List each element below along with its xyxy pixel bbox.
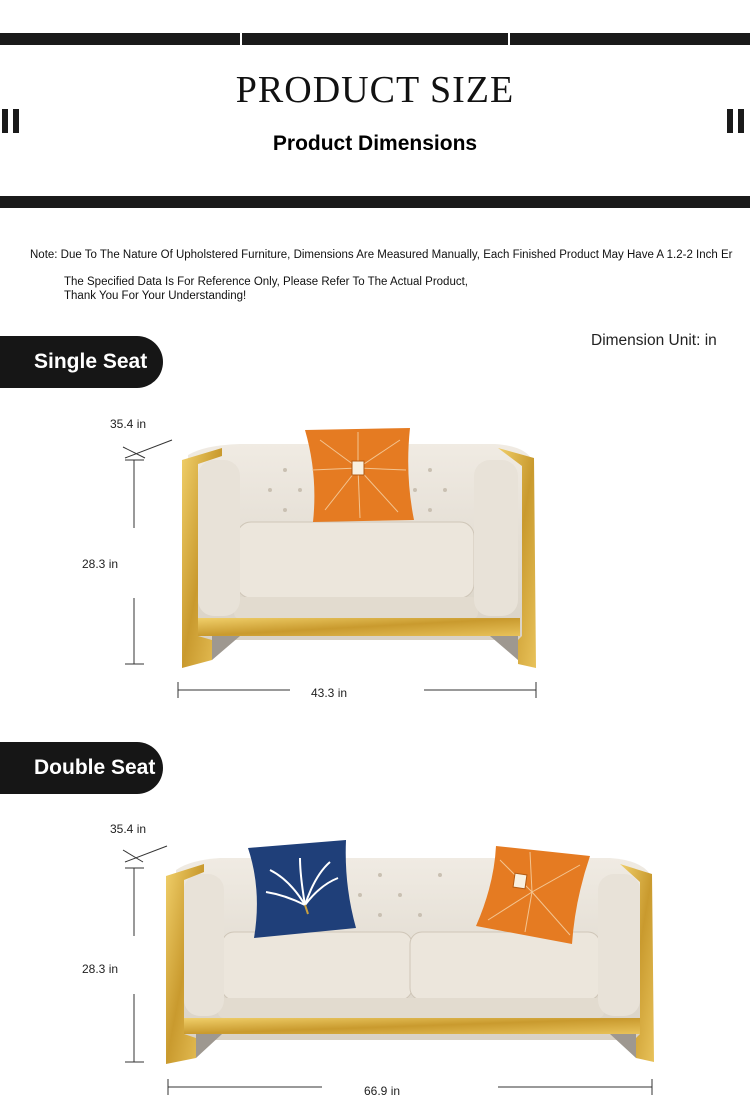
depth-label: 35.4 in — [110, 417, 147, 431]
note-line: Thank You For Your Understanding! — [64, 290, 247, 302]
width-label: 66.9 in — [364, 1084, 401, 1098]
note-line: The Specified Data Is For Reference Only, Please Refer To The Actual Product, — [64, 276, 468, 288]
depth-label: 35.4 in — [110, 822, 147, 836]
page-title: PRODUCT SIZE — [235, 69, 515, 111]
note-line: Note: Due To The Nature Of Upholstered Furniture, Dimensions Are Measured Manually, Each Finished Product May Have A 1.2-2 Inch Er — [30, 249, 733, 261]
width-label: 43.3 in — [311, 686, 348, 700]
section-label-single-seat: Single Seat — [0, 336, 163, 388]
page-subtitle: Product Dimensions — [272, 132, 478, 155]
dimension-unit: Dimension Unit: in — [591, 332, 717, 349]
height-label: 28.3 in — [82, 962, 119, 976]
height-label: 28.3 in — [82, 557, 119, 571]
section-label-double-seat: Double Seat — [0, 742, 163, 794]
